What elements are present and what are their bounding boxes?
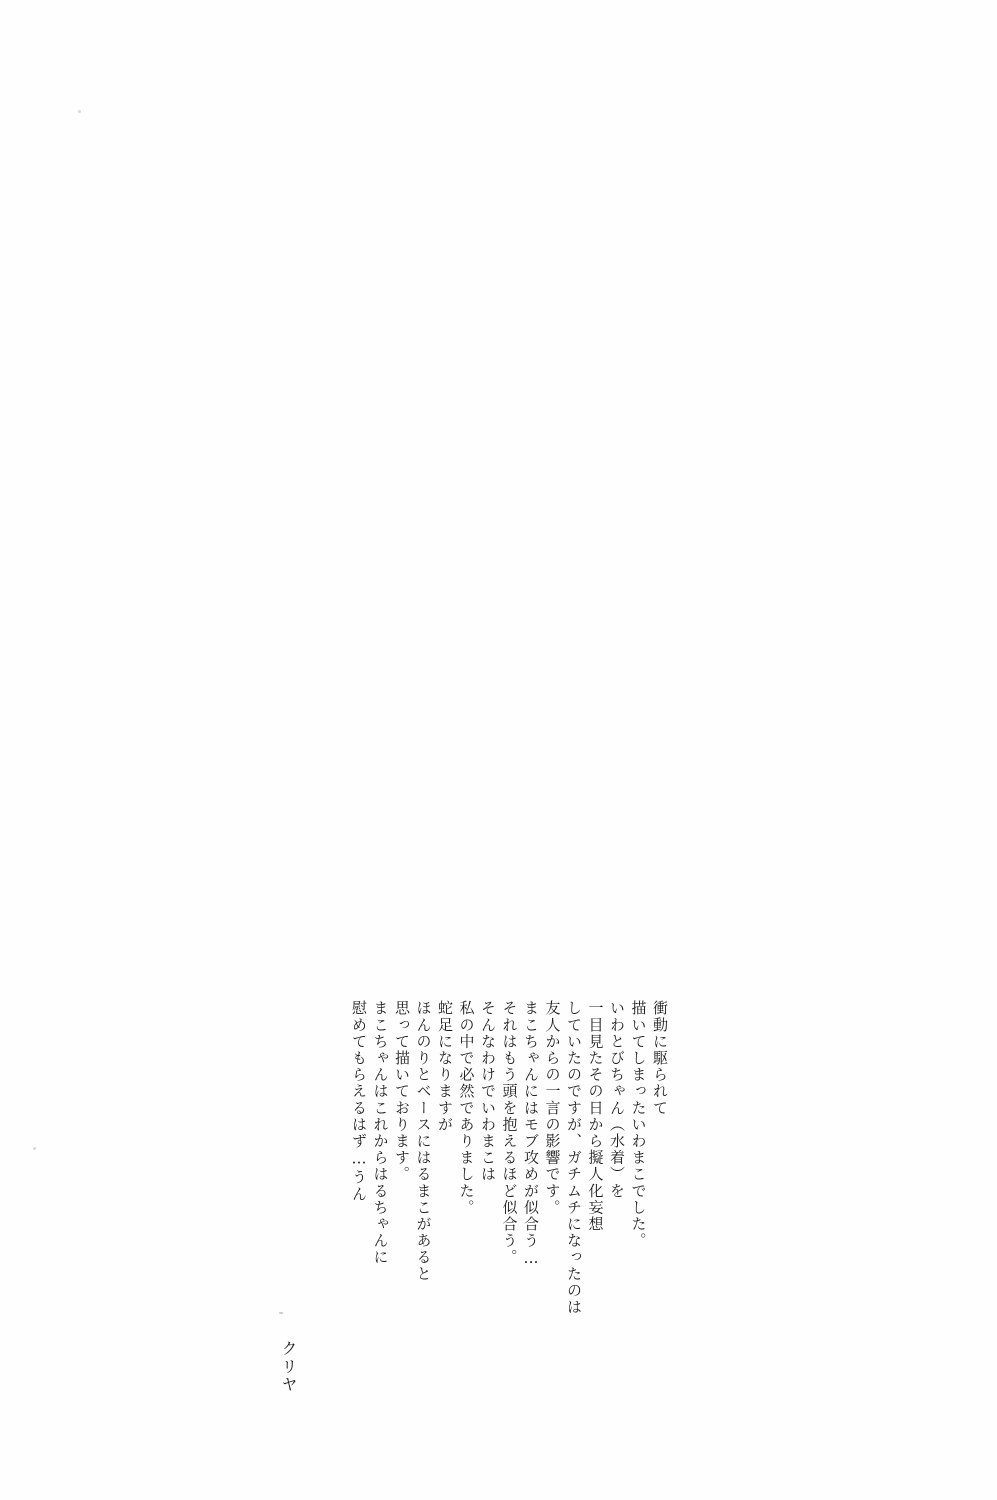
afterword-line: 衝動に駆られて (651, 1000, 669, 1117)
afterword-line: 友人からの一言の影響です。 (543, 1000, 562, 1216)
afterword-line: していたのですが、ガチムチになったのは (565, 1000, 583, 1316)
dust-speck-bottom-left (33, 1147, 36, 1150)
afterword-line: 描いてしまったいわまこでした。 (629, 1000, 648, 1249)
dust-speck-top-left (78, 110, 81, 113)
afterword-line: 思って描いております。 (393, 1000, 411, 1183)
afterword-line: まこちゃんはこれからはるちゃんに (371, 1000, 390, 1266)
afterword-line: 私の中で必然でありました。 (457, 1000, 476, 1216)
afterword-text-block (345, 1000, 668, 1400)
afterword-line: 蛇足になりますが (436, 1000, 454, 1133)
afterword-line: それはもう頭を抱えるほど似合う。 (500, 1000, 519, 1266)
dust-speck-bottom-center (279, 1312, 283, 1314)
afterword-line: いわとびちゃん（水着）を (608, 1000, 626, 1200)
author-signature: クリヤ (279, 1340, 298, 1394)
afterword-line: まこちゃんにはモブ攻めが似合う… (522, 1000, 540, 1269)
afterword-line: 慰めてもらえるはず…うん (350, 1000, 368, 1203)
afterword-line: そんなわけでいわまこは (479, 1000, 497, 1183)
afterword-line: 一目見たその日から擬人化妄想 (586, 1000, 605, 1233)
afterword-line: ほんのりとベースにはるまこがあると (414, 1000, 433, 1283)
